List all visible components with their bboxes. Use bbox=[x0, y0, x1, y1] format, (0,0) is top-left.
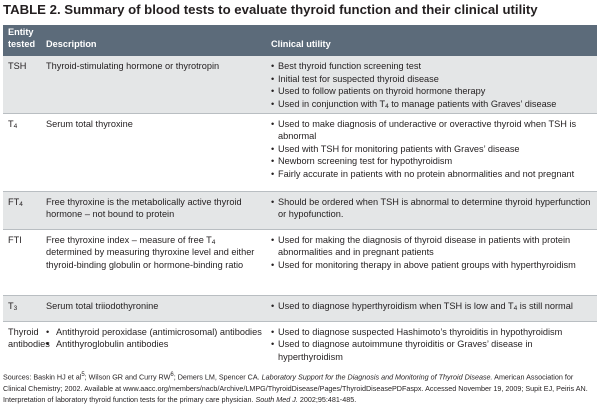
header-description: Description bbox=[46, 39, 97, 50]
utility-cell bbox=[271, 295, 597, 321]
description-item: • Antithyroglobulin antibodies bbox=[46, 338, 263, 351]
table-row-fti bbox=[3, 229, 597, 295]
utility-item: • Used for making the diagnosis of thyroid disease in patients with protein abnormalities and in pregnant patients bbox=[271, 234, 591, 259]
description-cell: Free thyroxine index – measure of free $T_4$ determined by measuring thyroxine level and either thyroid-binding globulin or hormone-binding ratio bbox=[46, 229, 271, 295]
utility-item: • Used for monitoring therapy in above patient groups with hyperthyroidism bbox=[271, 259, 591, 272]
utility-cell bbox=[271, 56, 597, 113]
description-cell: Serum total triiodothyronine bbox=[46, 295, 271, 321]
utility-item: • Used in conjunction with $T_4$ to manage patients with Graves’ disease bbox=[271, 98, 591, 111]
sources-text: ; Demers LM, Spencer CA. bbox=[173, 372, 262, 382]
entity-cell: $T_4$ bbox=[3, 113, 46, 191]
utility-item: • Newborn screening test for hypothyroidism bbox=[271, 155, 591, 168]
description-cell: Thyroid-stimulating hormone or thyrotropin bbox=[46, 61, 220, 71]
table-row-thyroid-antibodies bbox=[3, 321, 597, 366]
entity-cell: $T_3$ bbox=[3, 295, 46, 321]
sources-text: ; Wilson GR and Curry RW bbox=[84, 372, 171, 382]
description-item: • Antithyroid peroxidase (antimicrosomal) antibodies bbox=[46, 326, 263, 339]
utility-cell bbox=[271, 321, 597, 366]
entity-cell: $FT_4$ bbox=[3, 191, 46, 229]
utility-item: • Used with TSH for monitoring patients with Graves’ disease bbox=[271, 143, 591, 156]
utility-item: • Fairly accurate in patients with no protein abnormalities and not pregnant bbox=[271, 168, 591, 181]
entity-cell: FTI bbox=[3, 229, 46, 295]
description-cell: Serum total thyroxine bbox=[46, 113, 271, 191]
utility-item: • Used to make diagnosis of underactive or overactive thyroid when TSH is abnormal bbox=[271, 118, 591, 143]
table-header-row bbox=[3, 25, 597, 56]
table-row-ft4 bbox=[3, 191, 597, 229]
table-title: TABLE 2. Summary of blood tests to evaluate thyroid function and their clinical utility bbox=[3, 2, 538, 17]
reference-marker: 6 bbox=[170, 372, 174, 378]
description-cell bbox=[46, 321, 271, 366]
reference-marker: 5 bbox=[81, 372, 85, 378]
table-row-t4 bbox=[3, 113, 597, 191]
header-entity-tested: Entity tested bbox=[8, 26, 36, 50]
entity-cell: TSH bbox=[8, 61, 27, 71]
sources-text: 2002;95:481-485. bbox=[297, 395, 357, 405]
table-row-tsh bbox=[3, 56, 597, 113]
utility-item: • Initial test for suspected thyroid disease bbox=[271, 73, 591, 86]
utility-item: • Used to diagnose autoimmune thyroiditis or Graves’ disease in hyperthyroidism bbox=[271, 338, 591, 363]
utility-item: • Used to diagnose hyperthyroidism when TSH is low and $T_4$ is still normal bbox=[271, 300, 591, 313]
sources-text: Sources: Baskin HJ et al bbox=[3, 372, 82, 382]
utility-item: • Used to diagnose suspected Hashimoto’s thyroiditis in hypothyroidism bbox=[271, 326, 591, 339]
header-clinical-utility: Clinical utility bbox=[271, 39, 331, 50]
utility-cell bbox=[271, 113, 597, 191]
sources-book-title: Laboratory Support for the Diagnosis and Monitoring of Thyroid Disease. bbox=[261, 372, 493, 382]
utility-item: • Should be ordered when TSH is abnormal to determine thyroid hyperfunction or hypofunction. bbox=[271, 196, 591, 221]
sources-journal: South Med J. bbox=[255, 395, 298, 405]
entity-cell: Thyroid antibodies bbox=[3, 321, 46, 366]
utility-cell bbox=[271, 229, 597, 295]
description-cell: Free thyroxine is the metabolically active thyroid hormone – not bound to protein bbox=[46, 191, 271, 229]
thyroid-tests-table bbox=[3, 25, 597, 366]
sources-note bbox=[3, 370, 597, 406]
sources-text: American Association for Clinical Chemistry; 2002. Available at www.aacc.org/members/nacb/Archive/LMPG/ThyroidDisease/Pages/ThyroidDiseasePDFaspx. Accessed November 19, 2009; Supit EJ, Peiris AN. Interpretation of laboratory thyroid function tests for the primary care physician. bbox=[3, 372, 588, 405]
utility-item: • Used to follow patients on thyroid hormone therapy bbox=[271, 85, 591, 98]
utility-item: • Best thyroid function screening test bbox=[271, 60, 591, 73]
utility-cell bbox=[271, 191, 597, 229]
table-row-t3 bbox=[3, 295, 597, 321]
